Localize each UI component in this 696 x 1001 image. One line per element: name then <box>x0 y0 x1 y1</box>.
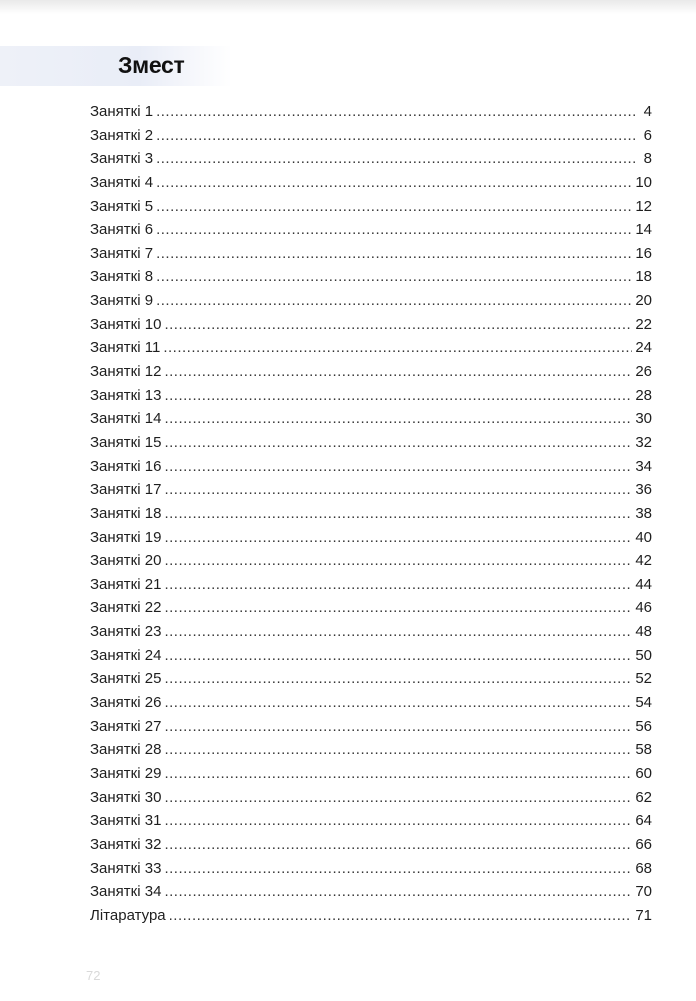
toc-entry-page: 52 <box>635 670 652 688</box>
toc-dot-leader <box>164 526 632 550</box>
toc-dot-leader <box>164 573 632 597</box>
toc-entry-label: Заняткі 32 <box>90 835 162 853</box>
toc-dot-leader <box>156 124 635 148</box>
toc-entry[interactable] <box>90 384 652 408</box>
toc-entry-page: 50 <box>635 646 652 664</box>
toc-entry-label: Заняткі 17 <box>90 481 162 499</box>
toc-dot-leader <box>163 336 632 360</box>
page-title: Змест <box>118 52 185 78</box>
toc-entry-label: Заняткі 9 <box>90 292 154 310</box>
toc-entry[interactable] <box>90 431 652 455</box>
toc-entry[interactable] <box>90 667 652 691</box>
toc-entry-label: Заняткі 34 <box>90 883 162 901</box>
toc-dot-leader <box>164 360 632 384</box>
toc-entry[interactable] <box>90 336 652 360</box>
toc-entry-page: 20 <box>635 292 652 310</box>
toc-entry[interactable] <box>90 124 652 148</box>
toc-entry[interactable] <box>90 265 652 289</box>
header-band <box>0 46 232 86</box>
toc-dot-leader <box>156 289 632 313</box>
toc-entry-page: 24 <box>635 339 652 357</box>
toc-entry-label: Літаратура <box>90 906 166 924</box>
toc-entry-page: 32 <box>635 433 652 451</box>
toc-entry[interactable] <box>90 289 652 313</box>
toc-entry-label: Заняткі 7 <box>90 244 154 262</box>
toc-entry-label: Заняткі 29 <box>90 764 162 782</box>
toc-entry[interactable] <box>90 762 652 786</box>
toc-entry-page: 34 <box>635 457 652 475</box>
toc-entry-page: 6 <box>643 126 652 144</box>
toc-dot-leader <box>156 265 632 289</box>
toc-entry-page: 12 <box>635 197 652 215</box>
toc-dot-leader <box>156 100 635 124</box>
toc-entry-label: Заняткі 10 <box>90 315 162 333</box>
toc-entry[interactable] <box>90 691 652 715</box>
toc-entry-page: 36 <box>635 481 652 499</box>
toc-entry[interactable] <box>90 809 652 833</box>
toc-entry-page: 30 <box>635 410 652 428</box>
toc-entry-label: Заняткі 28 <box>90 741 162 759</box>
toc-entry-label: Заняткі 13 <box>90 386 162 404</box>
toc-dot-leader <box>164 667 632 691</box>
toc-entry-label: Заняткі 31 <box>90 812 162 830</box>
toc-entry[interactable] <box>90 549 652 573</box>
toc-entry[interactable] <box>90 857 652 881</box>
toc-entry[interactable] <box>90 407 652 431</box>
toc-entry[interactable] <box>90 715 652 739</box>
toc-entry-page: 42 <box>635 552 652 570</box>
toc-entry-page: 44 <box>635 575 652 593</box>
toc-dot-leader <box>156 147 635 171</box>
toc-entry-page: 71 <box>635 906 652 924</box>
toc-entry[interactable] <box>90 833 652 857</box>
toc-dot-leader <box>164 786 632 810</box>
page-top-edge <box>0 0 696 14</box>
toc-dot-leader <box>164 313 632 337</box>
toc-entry[interactable] <box>90 455 652 479</box>
toc-entry-label: Заняткі 6 <box>90 221 154 239</box>
toc-dot-leader <box>164 715 632 739</box>
toc-dot-leader <box>164 384 632 408</box>
toc-entry-label: Заняткі 5 <box>90 197 154 215</box>
toc-entry-label: Заняткі 20 <box>90 552 162 570</box>
toc-dot-leader <box>164 691 632 715</box>
toc-entry-page: 60 <box>635 764 652 782</box>
toc-dot-leader <box>164 549 632 573</box>
toc-dot-leader <box>164 833 632 857</box>
toc-dot-leader <box>164 809 632 833</box>
toc-dot-leader <box>164 596 632 620</box>
toc-entry[interactable] <box>90 880 652 904</box>
toc-entry-page: 64 <box>635 812 652 830</box>
toc-entry[interactable] <box>90 596 652 620</box>
toc-entry-page: 16 <box>635 244 652 262</box>
toc-entry-page: 28 <box>635 386 652 404</box>
toc-entry-page: 62 <box>635 788 652 806</box>
toc-dot-leader <box>164 620 632 644</box>
toc-entry[interactable] <box>90 573 652 597</box>
toc-entry[interactable] <box>90 478 652 502</box>
toc-entry[interactable] <box>90 738 652 762</box>
toc-entry-label: Заняткі 30 <box>90 788 162 806</box>
toc-entry[interactable] <box>90 526 652 550</box>
toc-entry-label: Заняткі 33 <box>90 859 162 877</box>
toc-entry-label: Заняткі 25 <box>90 670 162 688</box>
toc-entry-label: Заняткі 3 <box>90 150 154 168</box>
toc-dot-leader <box>164 762 632 786</box>
toc-entry[interactable] <box>90 171 652 195</box>
toc-entry[interactable] <box>90 360 652 384</box>
toc-entry[interactable] <box>90 242 652 266</box>
toc-dot-leader <box>164 738 632 762</box>
toc-entry-label: Заняткі 11 <box>90 339 161 357</box>
toc-entry[interactable] <box>90 644 652 668</box>
toc-dot-leader <box>164 455 632 479</box>
toc-entry-page: 56 <box>635 717 652 735</box>
toc-entry-page: 18 <box>635 268 652 286</box>
toc-entry[interactable] <box>90 147 652 171</box>
toc-entry[interactable] <box>90 786 652 810</box>
toc-entry-label: Заняткі 4 <box>90 173 154 191</box>
toc-entry-page: 4 <box>643 103 652 120</box>
toc-dot-leader <box>156 218 632 242</box>
page-number: 72 <box>86 968 101 983</box>
toc-dot-leader <box>164 880 632 904</box>
toc-entry-page: 66 <box>635 835 652 853</box>
toc-entry-page: 38 <box>635 504 652 522</box>
toc-entry-label: Заняткі 2 <box>90 126 154 144</box>
toc-dot-leader <box>164 407 632 431</box>
toc-entry-label: Заняткі 24 <box>90 646 162 664</box>
toc-dot-leader <box>156 195 632 219</box>
toc-entry-page: 54 <box>635 694 652 712</box>
toc-entry[interactable] <box>90 195 652 219</box>
toc-entry-label: Заняткі 18 <box>90 504 162 522</box>
toc-entry[interactable] <box>90 218 652 242</box>
toc-entry-label: Заняткі 26 <box>90 694 162 712</box>
toc-dot-leader <box>169 904 633 928</box>
toc-dot-leader <box>164 857 632 881</box>
toc-entry-page: 8 <box>643 150 652 168</box>
toc-dot-leader <box>164 478 632 502</box>
toc-dot-leader <box>156 171 632 195</box>
toc-dot-leader <box>164 431 632 455</box>
toc-entry-page: 40 <box>635 528 652 546</box>
toc-entry-label: Заняткі 15 <box>90 433 162 451</box>
toc-entry-label: Заняткі 21 <box>90 575 162 593</box>
toc-entry-page: 70 <box>635 883 652 901</box>
toc-entry[interactable] <box>90 620 652 644</box>
toc-entry-page: 10 <box>635 173 652 191</box>
toc-entry-page: 26 <box>635 363 652 381</box>
toc-entry[interactable] <box>90 502 652 526</box>
toc-entry-label: Заняткі 16 <box>90 457 162 475</box>
toc-entry[interactable] <box>90 100 652 124</box>
toc-dot-leader <box>164 644 632 668</box>
toc-dot-leader <box>164 502 632 526</box>
toc-entry-page: 48 <box>635 623 652 641</box>
toc-entry-label: Заняткі 1 <box>90 103 154 120</box>
toc-entry-page: 46 <box>635 599 652 617</box>
toc-entry-page: 22 <box>635 315 652 333</box>
toc-dot-leader <box>156 242 632 266</box>
toc-entry-label: Заняткі 22 <box>90 599 162 617</box>
toc-entry-page: 58 <box>635 741 652 759</box>
toc-entry-page: 68 <box>635 859 652 877</box>
toc-entry-label: Заняткі 14 <box>90 410 162 428</box>
toc-entry-label: Заняткі 12 <box>90 363 162 381</box>
toc-entry-label: Заняткі 27 <box>90 717 162 735</box>
toc-entry-label: Заняткі 8 <box>90 268 154 286</box>
toc-entry-label: Заняткі 19 <box>90 528 162 546</box>
table-of-contents <box>90 100 652 927</box>
toc-entry[interactable] <box>90 313 652 337</box>
toc-entry-page: 14 <box>635 221 652 239</box>
toc-entry[interactable] <box>90 904 652 928</box>
toc-entry-label: Заняткі 23 <box>90 623 162 641</box>
